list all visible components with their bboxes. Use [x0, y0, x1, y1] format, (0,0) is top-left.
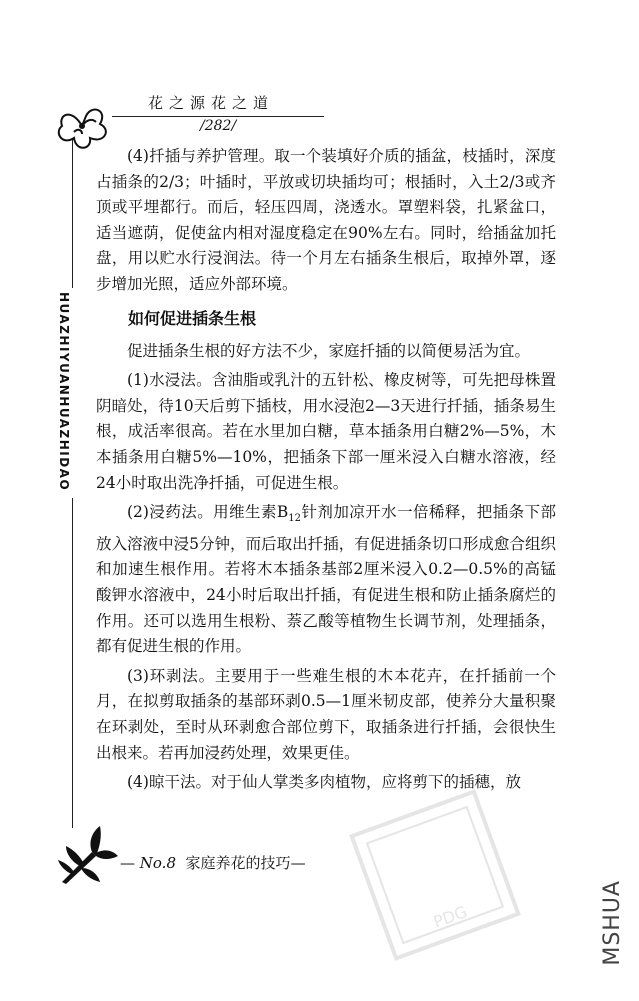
leaf-ornament-icon	[52, 822, 122, 888]
paragraph	[96, 500, 556, 660]
running-title: 花之源花之道	[148, 94, 275, 112]
book-title: 家庭养花的技巧	[185, 854, 291, 872]
side-rule-top	[72, 140, 73, 288]
series-number: No.8	[139, 854, 176, 872]
subscript: 12	[288, 513, 302, 525]
side-label: HUAZHIYUANHUAZHIDAO	[57, 292, 71, 492]
stamp-text: PDG	[430, 902, 470, 932]
header-rule	[112, 116, 324, 117]
section-heading: 如何促进插条生根	[128, 308, 257, 328]
footer	[120, 852, 306, 873]
library-stamp	[339, 779, 531, 971]
watermark: MSHUA	[600, 880, 625, 966]
page-body	[96, 144, 556, 796]
paragraph: (4)扦插与养护管理。取一个装填好介质的插盆，枝插时，深度占插条的2/3；叶插时，平放或切块插均可；根插时，入土2/3或齐顶或平埋都行。而后，轻压四周，浇透水。罩塑料袋，扎紧盆口，适当遮荫，促使盆内相对湿度稳定在90%左右。同时，给插盆加托盘，用以贮水行浸润法。待一个月左右插条生根后，取掉外罩，逐步增加光照，适应外部环境。	[96, 147, 556, 293]
page-number: /282/	[200, 118, 237, 134]
side-rule-bottom	[72, 498, 73, 828]
paragraph-text: (2)浸药法。用维生素B	[127, 503, 289, 522]
paragraph-text: 针剂加凉开水一倍稀释，把插条下部放入溶液中浸5分钟，而后取出扦插，有促进插条切口形成愈合组织和加速生根作用。若将木本插条基部2厘米浸入0.2—0.5%的高锰酸钾水溶液中，24小时后取出扦插，有促进生根和防止插条腐烂的作用。还可以选用生根粉、萘乙酸等植物生长调节剂，处理插条，都有促进生根的作用。	[96, 503, 556, 656]
paragraph: (1)水浸法。含油脂或乳汁的五针松、橡皮树等，可先把母株置阴暗处，待10天后剪下插枝，用水浸泡2—3天进行扦插，插条易生根，成活率很高。若在水里加白糖，草本插条用白糖2%—5%，木本插条用白糖5%—10%，把插条下部一厘米浸入白糖水溶液，经24小时取出洗净扦插，可促进生根。	[96, 371, 556, 492]
footer-dash: —	[120, 854, 140, 872]
paragraph: (4)晾干法。对于仙人掌类多肉植物，应将剪下的插穗，放	[127, 773, 521, 792]
paragraph: (3)环剥法。主要用于一些难生根的木本花卉，在扦插前一个月，在拟剪取插条的基部环剥0.5—1厘米韧皮部，使养分大量积聚在环剥处，至时从环剥愈合部位剪下，取插条进行扦插，会很快生出根来。若再加浸药处理，效果更佳。	[96, 666, 556, 762]
footer-dash: —	[290, 854, 306, 872]
paragraph: 促进插条生根的好方法不少，家庭扦插的以简便易活为宜。	[127, 341, 531, 360]
